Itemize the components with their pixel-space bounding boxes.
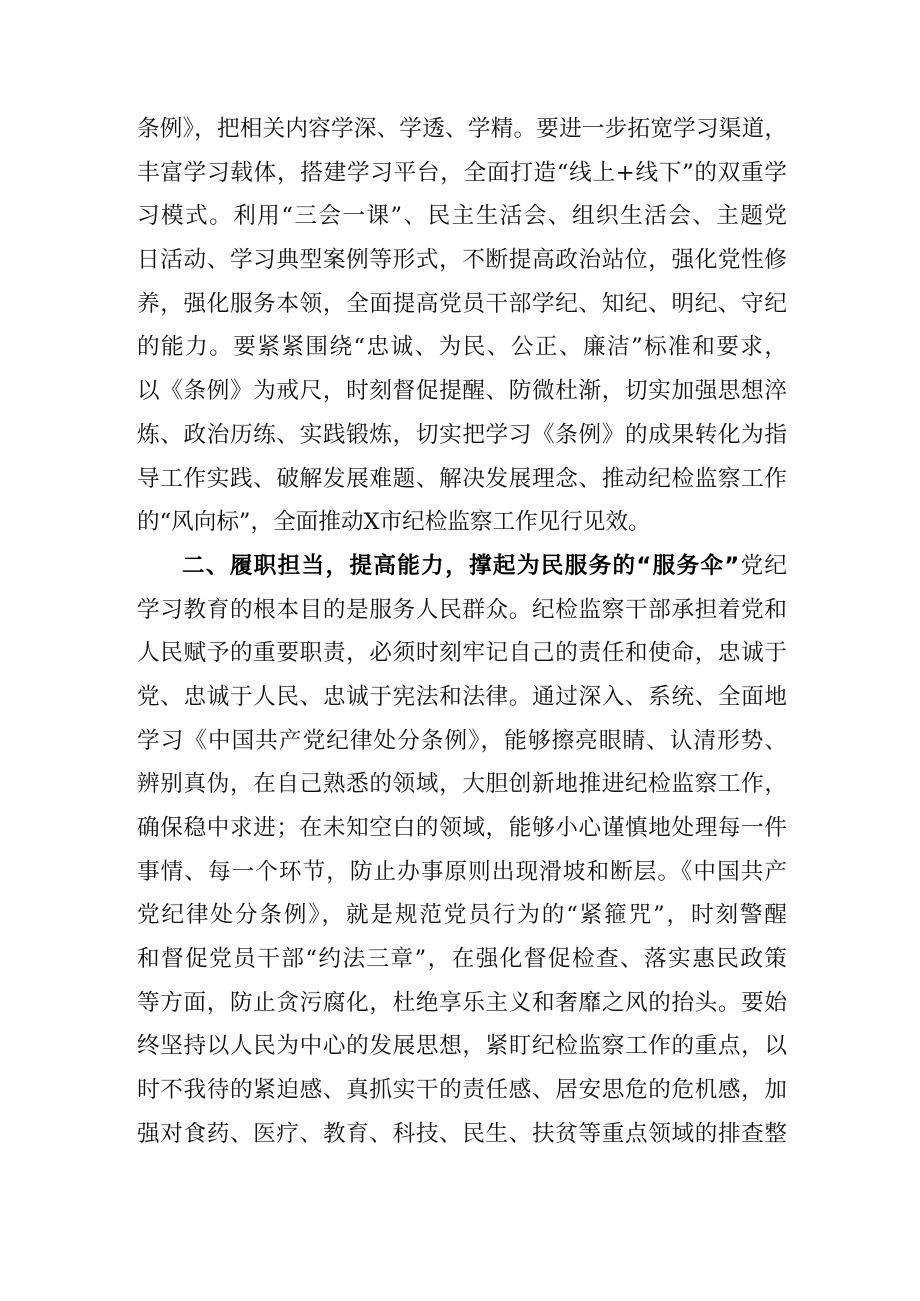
- text-line: 等方面，防止贪污腐化，杜绝享乐主义和奢靡之风的抬头。要始: [137, 989, 787, 1016]
- text-line: 人民赋予的重要职责，必须时刻牢记自己的责任和使命，忠诚于: [137, 640, 787, 667]
- text-line: 党、忠诚于人民、忠诚于宪法和法律。通过深入、系统、全面地: [137, 683, 787, 710]
- paragraph-2: [137, 545, 787, 1157]
- text-line: 以《条例》为戒尺，时刻督促提醒、防微杜渐，切实加强思想淬: [137, 378, 787, 405]
- text-line: 炼、政治历练、实践锻炼，切实把学习《条例》的成果转化为指: [137, 421, 787, 448]
- section-heading-line: [137, 545, 787, 589]
- body-text: [137, 108, 787, 1157]
- text-line: 的“风向标”，全面推动X市纪检监察工作见行见效。: [137, 509, 651, 536]
- text-line: 导工作实践、破解发展难题、解决发展理念、推动纪检监察工作: [137, 465, 787, 492]
- text-line: 事情、每一个环节，防止办事原则出现滑坡和断层。《中国共产: [137, 858, 787, 885]
- text-line: 党纪律处分条例》，就是规范党员行为的“紧箍咒”，时刻警醒: [137, 902, 787, 929]
- text-line: 的能力。要紧紧围绕“忠诚、为民、公正、廉洁”标准和要求，: [137, 334, 787, 361]
- text-line: 条例》，把相关内容学深、学透、学精。要进一步拓宽学习渠道，: [137, 116, 787, 142]
- text-line: 时不我待的紧迫感、真抓实干的责任感、居安思危的危机感，加: [137, 1077, 787, 1104]
- section-heading: 二、履职担当，提高能力，撑起为民服务的“服务伞”: [182, 552, 740, 579]
- text-line: 辨别真伪，在自己熟悉的领域，大胆创新地推进纪检监察工作，: [137, 771, 787, 798]
- text-line: 强对食药、医疗、教育、科技、民生、扶贫等重点领域的排查整: [137, 1120, 787, 1147]
- text-line: 习模式。利用“三会一课”、民主生活会、组织生活会、主题党: [137, 203, 787, 230]
- heading-line-rest: 党纪: [739, 552, 788, 579]
- text-line: 丰富学习载体，搭建学习平台，全面打造“线上+线下”的双重学: [137, 159, 787, 186]
- text-line: 学习教育的根本目的是服务人民群众。纪检监察干部承担着党和: [137, 596, 787, 623]
- text-line: 学习《中国共产党纪律处分条例》，能够擦亮眼睛、认清形势、: [137, 727, 787, 754]
- text-line: 养，强化服务本领，全面提高党员干部学纪、知纪、明纪、守纪: [137, 290, 787, 317]
- text-line: 确保稳中求进；在未知空白的领域，能够小心谨慎地处理每一件: [137, 815, 787, 841]
- text-line: 终坚持以人民为中心的发展思想，紧盯纪检监察工作的重点，以: [137, 1033, 787, 1060]
- text-line: 日活动、学习典型案例等形式，不断提高政治站位，强化党性修: [137, 247, 787, 274]
- paragraph-1: [137, 108, 787, 545]
- text-line: 和督促党员干部“约法三章”，在强化督促检查、落实惠民政策: [137, 946, 787, 973]
